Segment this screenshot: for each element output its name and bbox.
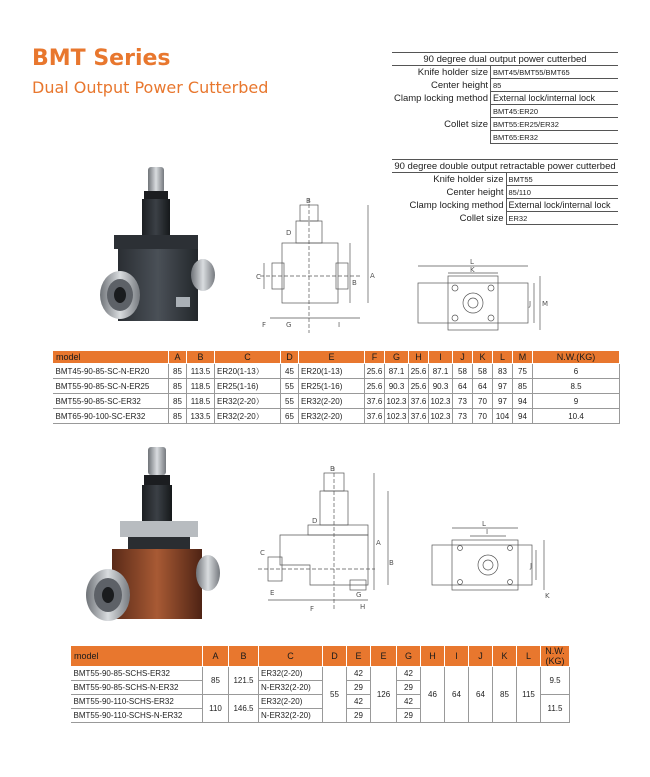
cell: 97 bbox=[493, 379, 513, 394]
cell: 85 bbox=[203, 667, 229, 695]
cell: 25.6 bbox=[365, 379, 385, 394]
spec-table-retractable bbox=[392, 159, 618, 225]
technical-drawing-top-2 bbox=[420, 520, 550, 605]
column-header: N.W.(KG) bbox=[533, 351, 620, 364]
cell: 73 bbox=[453, 394, 473, 409]
cell: 85 bbox=[169, 409, 187, 424]
cell: 46 bbox=[421, 667, 445, 723]
cell: 37.6 bbox=[365, 394, 385, 409]
cell: 97 bbox=[493, 394, 513, 409]
column-header: A bbox=[169, 351, 187, 364]
dim-label: B bbox=[389, 559, 394, 567]
cell: ER32(2-20) bbox=[299, 409, 365, 424]
column-header: K bbox=[473, 351, 493, 364]
column-header: L bbox=[517, 646, 541, 667]
cell: 29 bbox=[347, 681, 371, 695]
cell: 146.5 bbox=[229, 695, 259, 723]
spec-label: Clamp locking method bbox=[392, 92, 491, 105]
cell: 11.5 bbox=[541, 695, 570, 723]
dim-label: D bbox=[312, 517, 318, 525]
model-cell: BMT65-90-100-SC-ER32 bbox=[53, 409, 169, 424]
column-header: I bbox=[445, 646, 469, 667]
spec-table-models-2 bbox=[70, 645, 570, 723]
column-header: G bbox=[385, 351, 409, 364]
column-header: L bbox=[493, 351, 513, 364]
cell: N-ER32(2-20) bbox=[259, 709, 323, 723]
column-header: D bbox=[323, 646, 347, 667]
cell: N-ER32(2-20) bbox=[259, 681, 323, 695]
page-subtitle: Dual Output Power Cutterbed bbox=[32, 78, 269, 97]
cell: 102.3 bbox=[429, 394, 453, 409]
product-photo-dual-output bbox=[80, 165, 230, 345]
column-header: A bbox=[203, 646, 229, 667]
column-header: J bbox=[469, 646, 493, 667]
cell: 29 bbox=[397, 681, 421, 695]
cell: ER20(1-13） bbox=[215, 364, 281, 379]
cell: 29 bbox=[397, 709, 421, 723]
column-header: M bbox=[513, 351, 533, 364]
cell: 42 bbox=[397, 695, 421, 709]
spec-value: BMT55 bbox=[506, 173, 618, 186]
table-row bbox=[53, 364, 620, 379]
spec-table-dual-output bbox=[392, 52, 618, 144]
column-header: B bbox=[187, 351, 215, 364]
cell: 64 bbox=[469, 667, 493, 723]
cell: 85 bbox=[169, 379, 187, 394]
cell: 85 bbox=[169, 394, 187, 409]
spec-value: BMT55:ER25/ER32 bbox=[491, 118, 619, 131]
cell: ER25(1-16) bbox=[299, 379, 365, 394]
table-row bbox=[53, 394, 620, 409]
dim-label: K bbox=[545, 592, 550, 600]
cell: 102.3 bbox=[385, 394, 409, 409]
column-header: E bbox=[299, 351, 365, 364]
dim-label: I bbox=[338, 321, 341, 329]
dim-label: M bbox=[542, 300, 548, 308]
dim-label: B bbox=[306, 197, 311, 205]
cell: 9 bbox=[533, 394, 620, 409]
column-header: model bbox=[53, 351, 169, 364]
spec-value: External lock/internal lock bbox=[491, 92, 619, 105]
cell: 6 bbox=[533, 364, 620, 379]
spec-value: BMT45:ER20 bbox=[491, 105, 619, 118]
cell: 85 bbox=[493, 667, 517, 723]
cell: 115 bbox=[517, 667, 541, 723]
column-header: C bbox=[215, 351, 281, 364]
column-header: E bbox=[347, 646, 371, 667]
model-cell: BMT45-90-85-SC-N-ER20 bbox=[53, 364, 169, 379]
cell: 104 bbox=[493, 409, 513, 424]
cell: ER32(2-20) bbox=[299, 394, 365, 409]
dim-label: B bbox=[330, 465, 335, 473]
dim-label: F bbox=[262, 321, 267, 329]
dim-label: G bbox=[286, 321, 292, 329]
dim-label: C bbox=[256, 273, 261, 281]
column-header: H bbox=[409, 351, 429, 364]
cell: 58 bbox=[453, 364, 473, 379]
cell: 45 bbox=[281, 364, 299, 379]
spec-label: Knife holder size bbox=[392, 173, 506, 186]
column-header: E bbox=[371, 646, 397, 667]
cell: 70 bbox=[473, 394, 493, 409]
spec-table-models-1 bbox=[52, 350, 620, 424]
table-row bbox=[71, 667, 570, 681]
dim-label: L bbox=[482, 520, 486, 528]
cell: 64 bbox=[445, 667, 469, 723]
dim-label: K bbox=[470, 266, 475, 274]
cell: 118.5 bbox=[187, 379, 215, 394]
cell: 70 bbox=[473, 409, 493, 424]
spec-label: Center height bbox=[392, 186, 506, 199]
dim-label: B bbox=[352, 279, 357, 287]
column-header: D bbox=[281, 351, 299, 364]
cell: ER32(2-20) bbox=[259, 667, 323, 681]
cell: 25.6 bbox=[409, 379, 429, 394]
spec-value: 85/110 bbox=[506, 186, 618, 199]
cell: 58 bbox=[473, 364, 493, 379]
cell: ER20(1-13) bbox=[299, 364, 365, 379]
page-title: BMT Series bbox=[32, 46, 171, 71]
cell: 73 bbox=[453, 409, 473, 424]
cell: 55 bbox=[281, 394, 299, 409]
cell: 42 bbox=[397, 667, 421, 681]
spec-label: Knife holder size bbox=[392, 66, 491, 79]
column-header: I bbox=[429, 351, 453, 364]
cell: 118.5 bbox=[187, 394, 215, 409]
dim-label: L bbox=[470, 258, 474, 266]
cell: 42 bbox=[347, 695, 371, 709]
spec-heading: 90 degree dual output power cutterbed bbox=[392, 53, 618, 66]
spec-label: Clamp locking method bbox=[392, 199, 506, 212]
model-cell: BMT55-90-85-SCHS-N-ER32 bbox=[71, 681, 203, 695]
cell: 65 bbox=[281, 409, 299, 424]
cell: 9.5 bbox=[541, 667, 570, 695]
dim-label: H bbox=[360, 603, 366, 611]
product-photo-retractable bbox=[72, 445, 232, 635]
table-row bbox=[53, 409, 620, 424]
technical-drawing-front-2 bbox=[250, 465, 395, 615]
dim-label: E bbox=[270, 589, 275, 597]
dim-label: F bbox=[310, 605, 315, 613]
spec-label: Collet size bbox=[392, 212, 506, 225]
cell: 37.6 bbox=[409, 394, 429, 409]
cell: 55 bbox=[281, 379, 299, 394]
cell: 121.5 bbox=[229, 667, 259, 695]
cell: ER32(2-20） bbox=[215, 409, 281, 424]
cell: 85 bbox=[169, 364, 187, 379]
column-header: C bbox=[259, 646, 323, 667]
cell: 64 bbox=[473, 379, 493, 394]
cell: 133.5 bbox=[187, 409, 215, 424]
model-cell: BMT55-90-85-SC-ER32 bbox=[53, 394, 169, 409]
column-header: H bbox=[421, 646, 445, 667]
dim-label: J bbox=[529, 300, 532, 308]
dim-label: I bbox=[486, 528, 489, 536]
column-header: B bbox=[229, 646, 259, 667]
spec-label: Collet size bbox=[392, 105, 491, 144]
spec-heading: 90 degree double output retractable power cutterbed bbox=[392, 160, 618, 173]
cell: 8.5 bbox=[533, 379, 620, 394]
cell: 29 bbox=[347, 709, 371, 723]
cell: 25.6 bbox=[365, 364, 385, 379]
cell: 37.6 bbox=[409, 409, 429, 424]
spec-label: Center height bbox=[392, 79, 491, 92]
cell: 37.6 bbox=[365, 409, 385, 424]
cell: 102.3 bbox=[429, 409, 453, 424]
cell: 25.6 bbox=[409, 364, 429, 379]
cell: 87.1 bbox=[429, 364, 453, 379]
model-cell: BMT55-90-110-SCHS-ER32 bbox=[71, 695, 203, 709]
cell: 55 bbox=[323, 667, 347, 723]
cell: 85 bbox=[513, 379, 533, 394]
column-header: K bbox=[493, 646, 517, 667]
dim-label: C bbox=[260, 549, 265, 557]
technical-drawing-top-1 bbox=[408, 258, 548, 338]
model-cell: BMT55-90-85-SCHS-ER32 bbox=[71, 667, 203, 681]
cell: 75 bbox=[513, 364, 533, 379]
cell: 64 bbox=[453, 379, 473, 394]
dim-label: D bbox=[286, 229, 292, 237]
cell: 42 bbox=[347, 667, 371, 681]
model-cell: BMT55-90-85-SC-N-ER25 bbox=[53, 379, 169, 394]
column-header: J bbox=[453, 351, 473, 364]
technical-drawing-front-1 bbox=[250, 193, 390, 338]
cell: ER32(2-20) bbox=[259, 695, 323, 709]
spec-value: External lock/internal lock bbox=[506, 199, 618, 212]
cell: ER32(2-20） bbox=[215, 394, 281, 409]
cell: 10.4 bbox=[533, 409, 620, 424]
spec-value: BMT65:ER32 bbox=[491, 131, 619, 144]
cell: 110 bbox=[203, 695, 229, 723]
cell: 90.3 bbox=[429, 379, 453, 394]
dim-label: G bbox=[356, 591, 362, 599]
spec-value: 85 bbox=[491, 79, 619, 92]
dim-label: A bbox=[370, 272, 375, 280]
cell: 126 bbox=[371, 667, 397, 723]
cell: 87.1 bbox=[385, 364, 409, 379]
column-header: G bbox=[397, 646, 421, 667]
spec-value: ER32 bbox=[506, 212, 618, 225]
dim-label: A bbox=[376, 539, 381, 547]
cell: 102.3 bbox=[385, 409, 409, 424]
cell: 90.3 bbox=[385, 379, 409, 394]
spec-value: BMT45/BMT55/BMT65 bbox=[491, 66, 619, 79]
cell: 94 bbox=[513, 394, 533, 409]
dim-label: J bbox=[530, 562, 533, 570]
table-row bbox=[53, 379, 620, 394]
column-header: model bbox=[71, 646, 203, 667]
column-header: N.W.(KG) bbox=[541, 646, 570, 667]
cell: ER25(1-16) bbox=[215, 379, 281, 394]
cell: 113.5 bbox=[187, 364, 215, 379]
cell: 83 bbox=[493, 364, 513, 379]
column-header: F bbox=[365, 351, 385, 364]
model-cell: BMT55-90-110-SCHS-N-ER32 bbox=[71, 709, 203, 723]
cell: 94 bbox=[513, 409, 533, 424]
